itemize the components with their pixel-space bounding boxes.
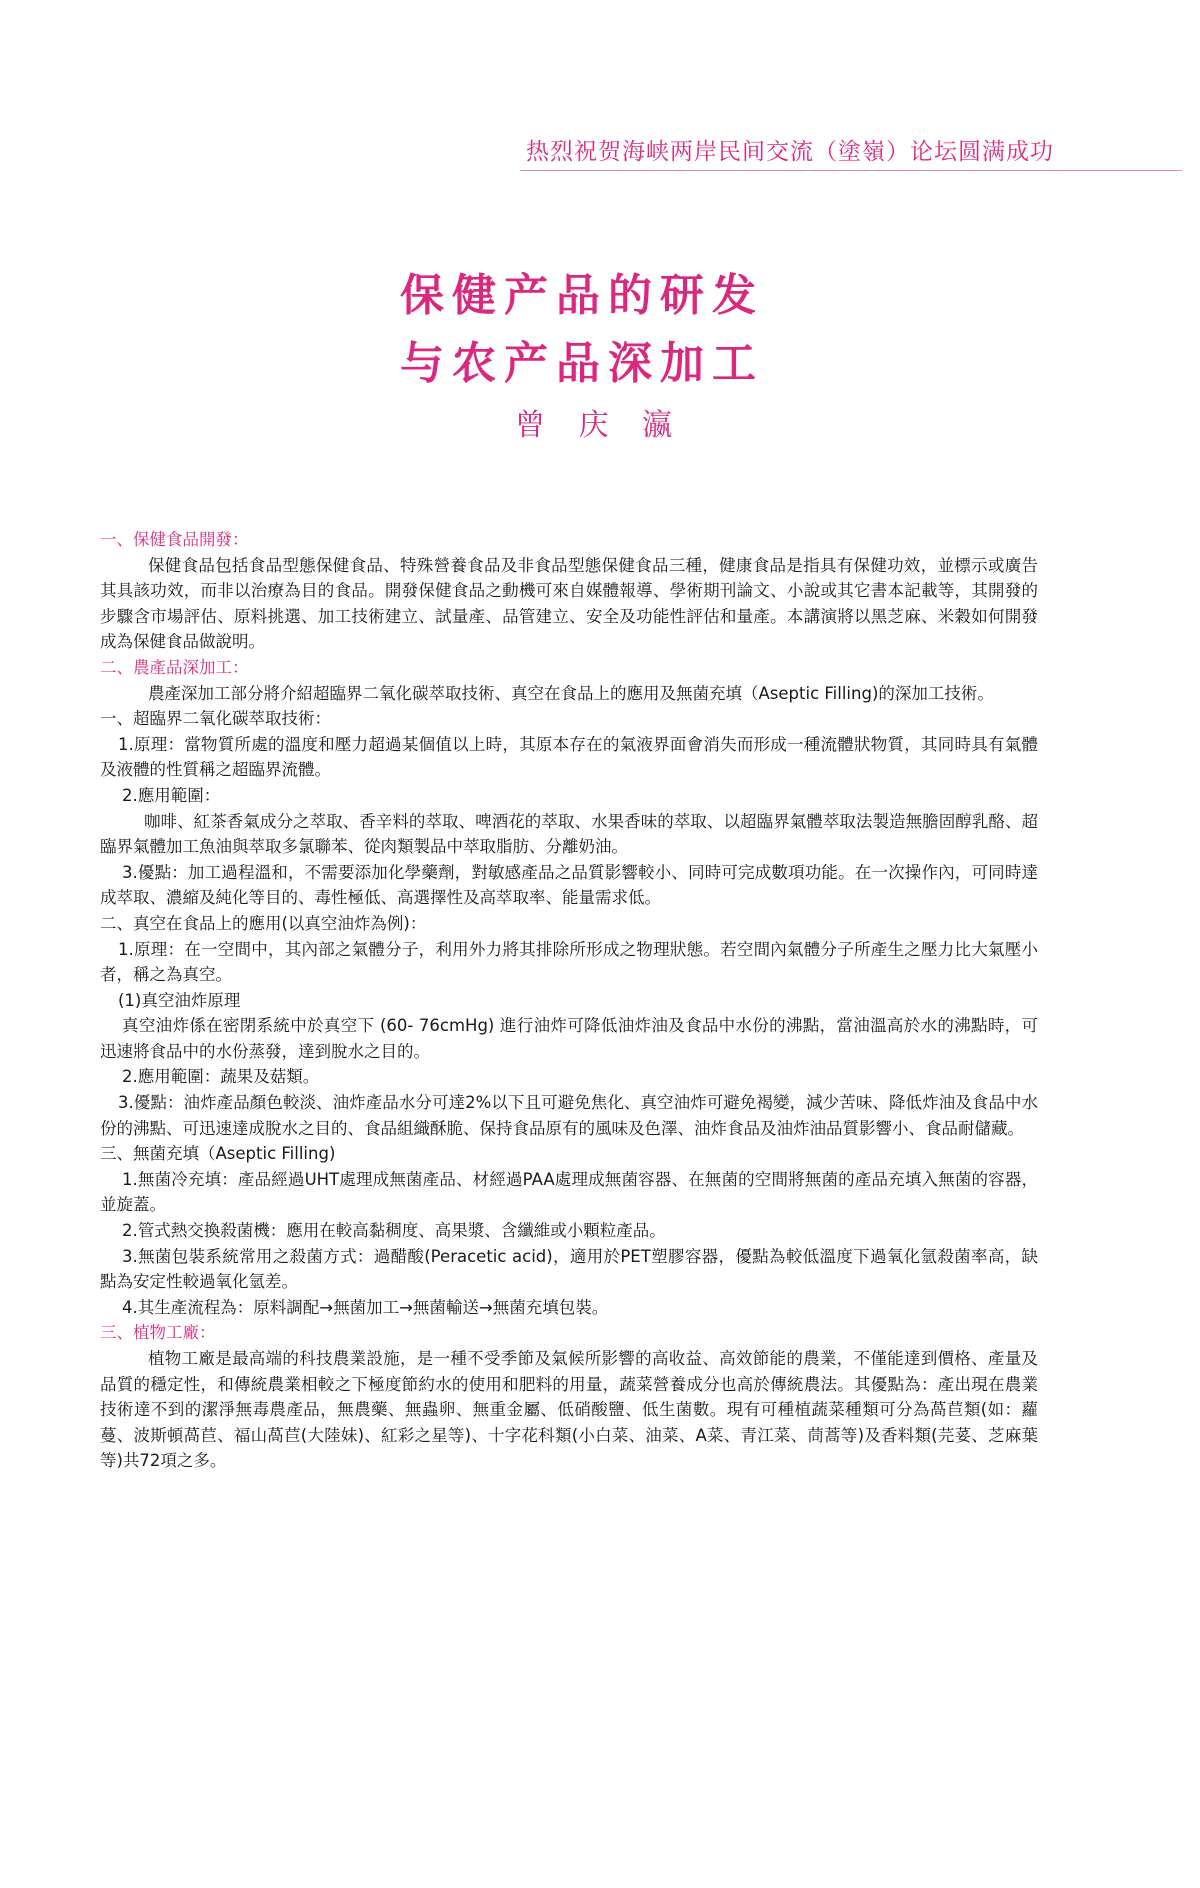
paragraph: 保健食品包括食品型態保健食品、特殊營養食品及非食品型態保健食品三種，健康食品是指具有保健功效，並標示或廣告其具該功效，而非以治療為目的食品。開發保健食品之動機可來自媒體報導、學術期刊論文、小說或其它書本記載等，其開發的步驟含市場評估、原料挑選、加工技術建立、試量產、品管建立、安全及功能性評估和量產。本講演將以黑芝麻、米穀如何開發成為保健食品做說明。 <box>100 555 1038 652</box>
paragraph: 1.原理：在一空間中，其內部之氣體分子，利用外力將其排除所形成之物理狀態。若空間內氣體分子所產生之壓力比大氣壓小者，稱之為真空。 <box>100 939 1038 985</box>
section-heading: 二、農產品深加工： <box>100 657 249 677</box>
subsection-heading: 二、真空在食品上的應用(以真空油炸為例)： <box>100 913 427 933</box>
paragraph: 4.其生產流程為：原料調配→無菌加工→無菌輸送→無菌充填包裝。 <box>122 1297 609 1317</box>
paragraph: 3.優點：油炸產品顏色較淡、油炸產品水分可達2%以下且可避免焦化、真空油炸可避免褐變，減少苦味、降低炸油及食品中水份的沸點、可迅速達成脫水之目的、食品組織酥脆、保持食品原有的風味及色澤、油炸食品及油炸油品質影響小、食品耐儲藏。 <box>100 1093 1038 1138</box>
paragraph: 2.管式熱交換殺菌機：應用在較高黏稠度、高果漿、含纖維或小顆粒產品。 <box>122 1221 666 1241</box>
list-item-heading: (1)真空油炸原理 <box>118 990 241 1010</box>
article-body <box>100 527 1038 1474</box>
paragraph: 3.無菌包裝系統常用之殺菌方式：過醋酸(Peracetic acid)，適用於PET塑膠容器，優點為較低溫度下過氧化氫殺菌率高，缺點為安定性較過氧化氫差。 <box>100 1246 1038 1292</box>
paragraph: 咖啡、紅茶香氣成分之萃取、香辛料的萃取、啤酒花的萃取、水果香味的萃取、以超臨界氣體萃取法製造無膽固醇乳酪、超臨界氣體加工魚油與萃取多氯聯苯、從肉類製品中萃取脂肪、分離奶油。 <box>100 811 1038 857</box>
header-divider <box>520 170 1182 171</box>
paragraph: 農產深加工部分將介紹超臨界二氧化碳萃取技術、真空在食品上的應用及無菌充填（Aseptic Filling)的深加工技術。 <box>148 683 994 703</box>
subsection-heading: 三、無菌充填（Aseptic Filling) <box>100 1144 336 1164</box>
paragraph: 3.優點：加工過程溫和，不需要添加化學藥劑，對敏感產品之品質影響較小、同時可完成數項功能。在一次操作內，可同時達成萃取、濃縮及純化等目的、毒性極低、高選擇性及高萃取率、能量需求低。 <box>100 862 1038 908</box>
paragraph: 1.無菌冷充填：產品經過UHT處理成無菌產品、材經過PAA處理成無菌容器、在無菌的空間將無菌的產品充填入無菌的容器，並旋蓋。 <box>100 1169 1038 1215</box>
subsection-heading: 一、超臨界二氧化碳萃取技術： <box>100 709 331 729</box>
list-item-heading: 2.應用範圍： <box>122 785 221 805</box>
article-title <box>400 262 780 398</box>
paragraph: 1.原理：當物質所處的溫度和壓力超過某個值以上時，其原本存在的氣液界面會消失而形成一種流體狀物質，其同時具有氣體及液體的性質稱之超臨界流體。 <box>100 734 1038 780</box>
title-line-2: 与农产品深加工 <box>400 338 764 389</box>
title-line-1: 保健产品的研发 <box>400 270 764 321</box>
author-name: 曾 庆 瀛 <box>515 408 685 443</box>
paragraph: 植物工廠是最高端的科技農業設施，是一種不受季節及氣候所影響的高收益、高效節能的農業，不僅能達到價格、產量及品質的穩定性，和傳統農業相較之下極度節約水的使用和肥料的用量，蔬菜營養成分也高於傳統農法。其優點為：產出現在農業技術達不到的潔淨無毒農產品，無農藥、無蟲卵、無重金屬、低硝酸鹽、低生菌數。現有可種植蔬菜種類可分為萵苣類(如：蘿蔓、波斯頓萵苣、福山萵苣(大陸妹)、紅彩之星等)、十字花科類(小白菜、油菜、A菜、青江菜、茼蒿等)及香料類(芫荽、芝麻葉等)共72項之多。 <box>100 1349 1038 1471</box>
section-heading: 一、保健食品開發： <box>100 530 249 549</box>
section-heading: 三、植物工廠： <box>100 1323 216 1343</box>
paragraph: 2.應用範圍：蔬果及菇類。 <box>122 1067 320 1087</box>
header-banner: 热烈祝贺海峡两岸民间交流（塗嶺）论坛圆满成功 <box>526 139 1054 165</box>
paragraph: 真空油炸係在密閉系統中於真空下 (60- 76cmHg) 進行油炸可降低油炸油及食品中水份的沸點，當油溫高於水的沸點時，可迅速將食品中的水份蒸發，達到脫水之目的。 <box>100 1016 1038 1061</box>
